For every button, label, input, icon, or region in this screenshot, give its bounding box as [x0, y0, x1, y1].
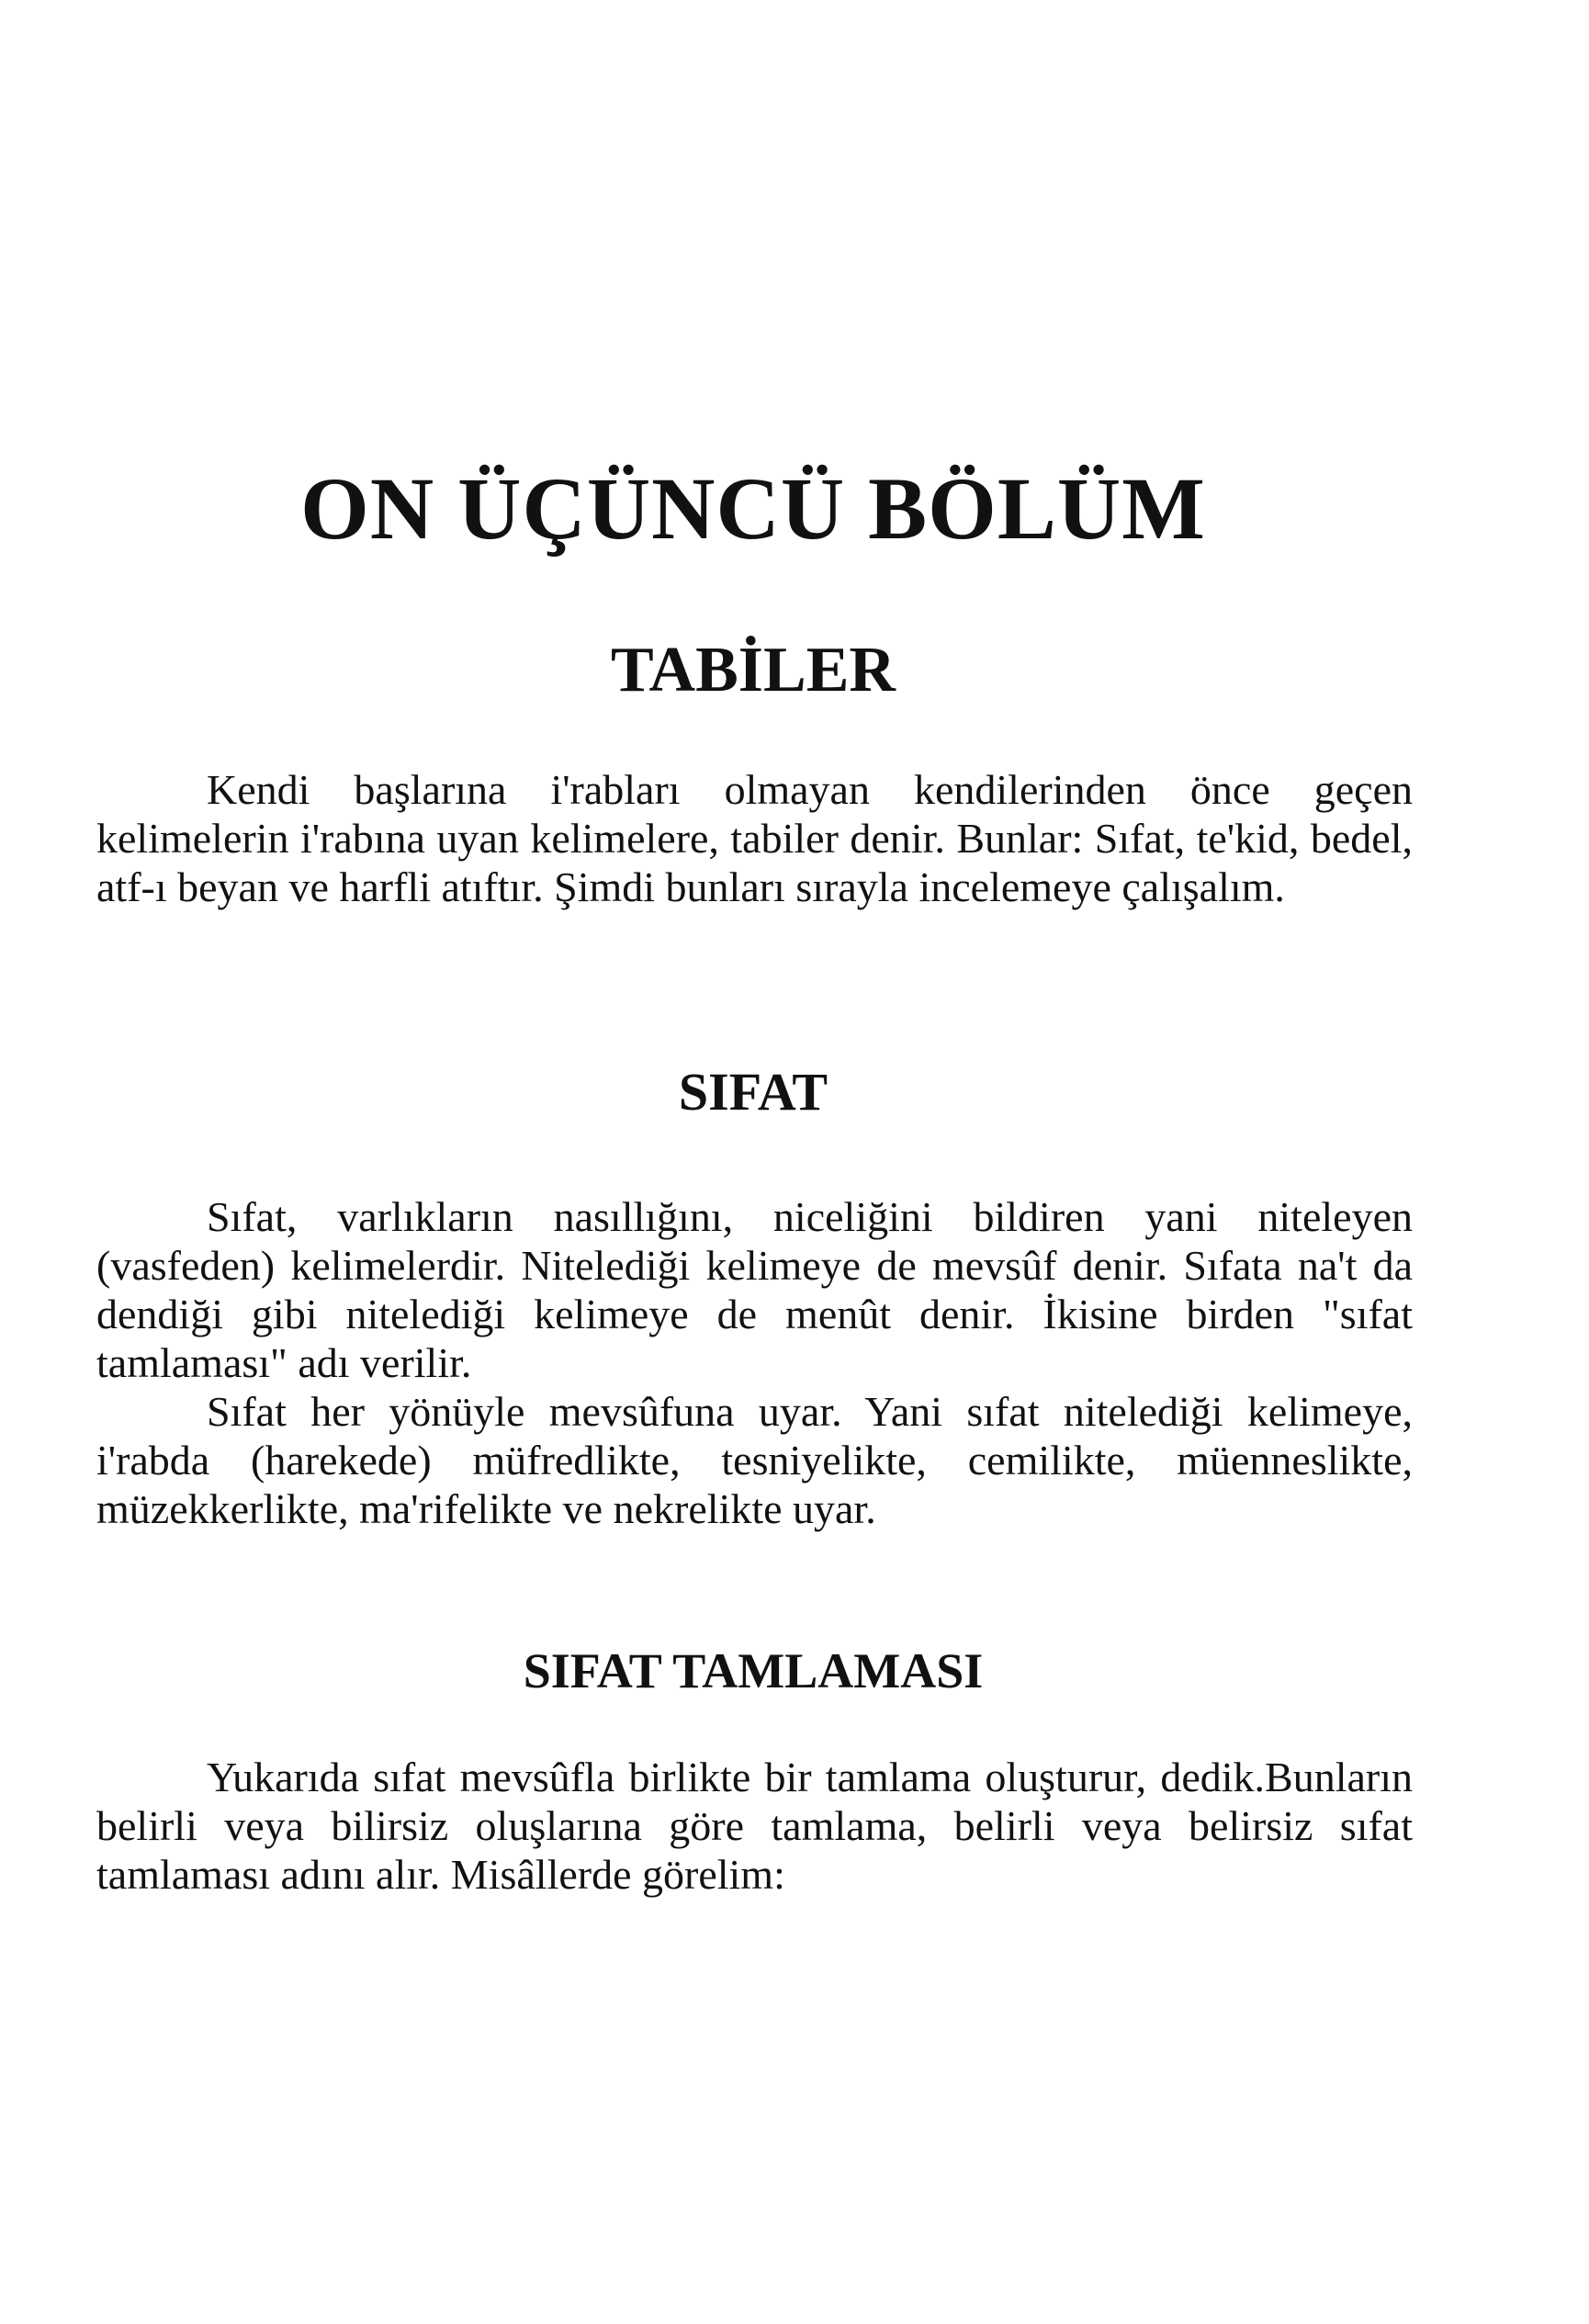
section-title-sifat: SIFAT	[678, 1062, 828, 1122]
paragraph-sifat-definition: Sıfat, varlıkların nasıllığını, niceliğini bildiren yani niteleyen (vasfeden) kelimelerdir. Nitelediği kelimeye de mevsûf denir. Sıfata na't da dendiği gibi nitelediği kelimeye de menût denir. İkisine birden "sıfat tamlaması" adı verilir.	[96, 1193, 1413, 1386]
paragraph-tabiler-intro: Kendi başlarına i'rabları olmayan kendilerinden önce geçen kelimelerin i'rabına uyan kelimelere, tabiler denir. Bunlar: Sıfat, te'kid, bedel, atf-ı beyan ve harfli atıftır. Şimdi bunları sırayla incelemeye çalışalım.	[96, 766, 1413, 910]
chapter-title: ON ÜÇÜNCÜ BÖLÜM	[300, 459, 1206, 558]
section-title-sifat-tamlamasi: SIFAT TAMLAMASI	[523, 1643, 984, 1698]
paragraph-sifat-tamlamasi: Yukarıda sıfat mevsûfla birlikte bir tamlama oluşturur, dedik.Bunların belirli veya bilirsiz oluşlarına göre tamlama, belirli veya belirsiz sıfat tamlaması adını alır. Misâllerde görelim:	[96, 1754, 1413, 1898]
section-title-tabiler: TABİLER	[611, 635, 896, 705]
paragraph-sifat-agreement: Sıfat her yönüyle mevsûfuna uyar. Yani sıfat nitelediği kelimeye, i'rabda (harekede) müfredlikte, tesniyelikte, cemilikte, müenneslikte, müzekkerlikte, ma'rifelikte ve nekrelikte uyar.	[96, 1388, 1413, 1532]
